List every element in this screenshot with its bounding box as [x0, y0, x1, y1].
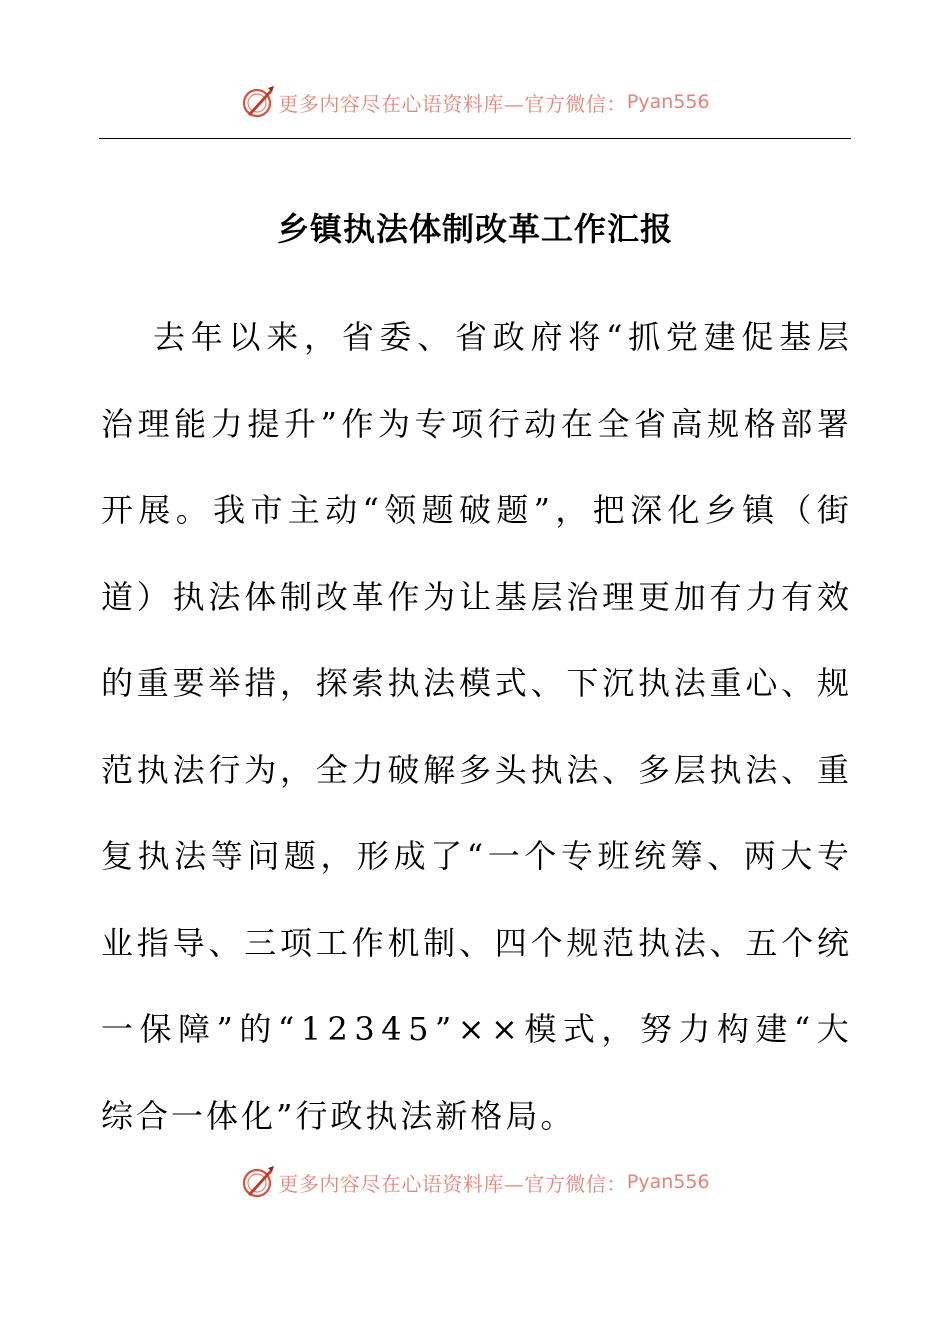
- body-line: 道 ） 执 法 体 制 改 革 作 为 让 基 层 治 理 更 加 有 力 有 效: [101, 577, 849, 616]
- body-line: 去 年 以 来 ， 省 委 、 省 政 府 将 “ 抓 党 建 促 基 层: [153, 318, 849, 356]
- body-line: 开 展 。 我 市 主 动 “ 领 题 破 题 ” ， 把 深 化 乡 镇 （ 街: [101, 491, 849, 529]
- pen-logo-icon: [240, 1164, 276, 1200]
- footer-watermark-text: 更多内容尽在心语资料库—官方微信：: [278, 1171, 627, 1196]
- body-line: 复 执 法 等 问 题 ， 形 成 了 “ 一 个 专 班 统 筹 、 两 大 专: [101, 837, 849, 875]
- body-line: 综合一体化”行政执法新格局。: [101, 1096, 576, 1135]
- body-line: 的 重 要 举 措 ， 探 索 执 法 模 式 、 下 沉 执 法 重 心 、 规: [101, 664, 849, 702]
- footer-watermark-id: Pyan556: [626, 1171, 710, 1193]
- body-line: 治 理 能 力 提 升 ” 作 为 专 项 行 动 在 全 省 高 规 格 部 署: [101, 404, 849, 443]
- header-watermark: [0, 82, 950, 122]
- body-line: 业 指 导 、 三 项 工 作 机 制 、 四 个 规 范 执 法 、 五 个 统: [101, 923, 849, 962]
- document-body: [101, 312, 849, 1177]
- header-watermark-text: 更多内容尽在心语资料库—官方微信：: [278, 91, 627, 116]
- header-watermark-id: Pyan556: [626, 91, 710, 113]
- body-line: 一 保 障 ” 的 “ 1 2 3 4 5 ” × × 模 式 ， 努 力 构 建 “ 大: [101, 1010, 849, 1048]
- document-title: 乡镇执法体制改革工作汇报: [276, 210, 673, 248]
- header-divider: [99, 138, 851, 139]
- body-line: 范 执 法 行 为 ， 全 力 破 解 多 头 执 法 、 多 层 执 法 、 重: [101, 750, 849, 789]
- footer-watermark: [0, 1162, 950, 1202]
- pen-logo-icon: [240, 84, 276, 120]
